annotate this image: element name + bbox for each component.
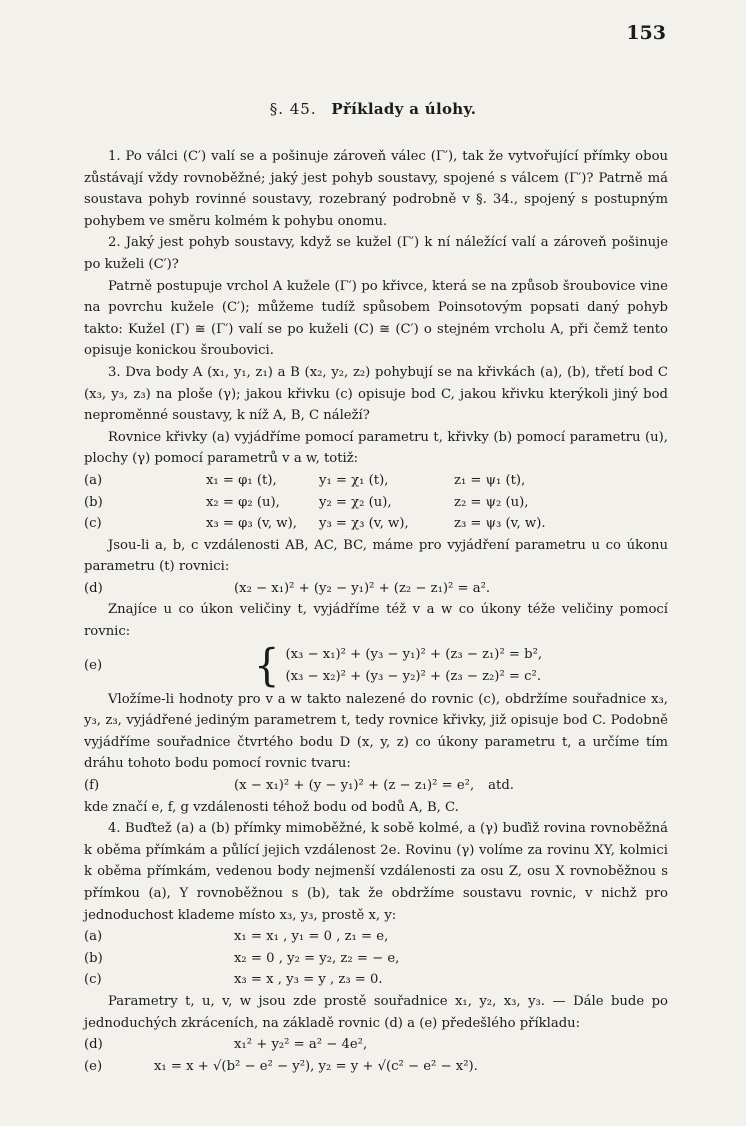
equation-part: y₃ = χ₃ (v, w), [319,516,409,532]
paragraph: kde značí e, f, g vzdálenosti téhož bodu od bodů A, B, C. [84,799,459,815]
equation-row [84,492,668,514]
equation-part: x₂ = φ₂ (u), [206,494,280,510]
equation-row [84,513,668,535]
equation-tag: (d) [84,1037,103,1053]
equation-expression: x₁ = x₁ , y₁ = 0 , z₁ = e, [234,929,389,945]
equation-part: z₃ = ψ₃ (v, w). [454,516,546,532]
paragraph: 2. Jaký jest pohyb soustavy, když se kužel (Γ′) k ní náležící valí a zároveň pošinuje po kuželi (C′)? [84,235,668,272]
equation-line: (x₃ − x₂)² + (y₃ − y₂)² + (z₃ − z₂)² = c². [285,668,542,684]
equation-tag: (a) [84,929,103,945]
equation-tag: (b) [84,494,103,510]
equation-tag: (e) [84,1058,103,1074]
equation-row [84,470,668,492]
equation-system [84,640,668,691]
equation-row [84,1056,668,1078]
equation-expression: x₁² + y₂² = a² − 4e², [234,1037,368,1053]
equation-tag: (c) [84,972,102,988]
equation-part: y₂ = χ₂ (u), [319,494,392,510]
paragraph: Jsou-li a, b, c vzdálenosti AB, AC, BC, máme pro vyjádření parametru u co úkonu parametru (t) rovnici: [84,537,668,575]
section-number: §. 45. [269,100,317,118]
equation-row [84,578,668,600]
equation-row [84,926,668,948]
paragraph: Znajíce u co úkon veličiny t, vyjádříme též v a w co úkony téže veličiny pomocí rovnic: [84,602,668,640]
equation-line: (x₃ − x₁)² + (y₃ − y₁)² + (z₃ − z₁)² = b², [285,647,543,663]
equation-tag: (a) [84,472,103,488]
page-number: 153 [626,22,666,44]
equation-expression: x₁ = x + √(b² − e² − y²), y₂ = y + √(c² − e² − x²). [154,1058,478,1074]
equation-tag: (f) [84,778,100,794]
equation-tag: (d) [84,580,103,596]
equation-part: y₁ = χ₁ (t), [319,472,389,488]
paragraph: 3. Dva body A (x₁, y₁, z₁) a B (x₂, y₂, z₂) pohybují se na křivkách (a), (b), třetí bod C (x₃, y₃, z₃) na ploše (γ); jakou křivku (c) opisuje bod C, jakou křivku kterýkoli jiný bod neproměnné soustavy, k níž A, B, C náleží? [84,364,668,424]
paragraph: Vložíme-li hodnoty pro v a w takto nalezené do rovnic (c), obdržíme souřadnice x₃, y₃, z₃, vyjádřené jediným parametrem t, tedy rovnice křivky, již opisuje bod C. Podobně vyjádříme souřadnice čtvrtého bodu D (x, y, z) co úkony parametru t, a určíme tím dráhu tohoto bodu pomocí rovnic tvaru: [84,691,668,772]
equation-expression: (x₂ − x₁)² + (y₂ − y₁)² + (z₂ − z₁)² = a². [234,580,491,596]
equation-tag: (c) [84,516,102,532]
equation-tag: (b) [84,950,103,966]
equation-expression: x₂ = 0 , y₂ = y₂, z₂ = − e, [234,950,400,966]
equation-row [84,948,668,970]
paragraph: Parametry t, u, v, w jsou zde prostě souřadnice x₁, y₂, x₃, y₃. — Dále bude po jednoduchých zkráceních, na základě rovnic (d) a (e) předešlého příkladu: [84,993,668,1031]
brace-glyph: { [254,640,280,691]
paragraph: 4. Buďtež (a) a (b) přímky mimoběžné, k sobě kolmé, a (γ) buďiž rovina rovnoběžná k oběma přímkám a půlící jejich vzdálenost 2e. Rovinu (γ) volíme za rovinu XY, kolmici k oběma přímkám, vedenou body nejmenší vzdálenosti za osu Z, osu X rovnoběžnou s přímkou (a), Y rovnoběžnou s (b), tak že obdržíme soustavu rovnic, v nichž pro jednoduchost klademe místo x₃, y₃, prostě x, y: [84,821,668,923]
equation-row [84,969,668,991]
equation-suffix: atd. [488,778,514,794]
equation-expression: x₃ = x , y₃ = y , z₃ = 0. [234,972,383,988]
equation-part: x₃ = φ₃ (v, w), [206,516,297,532]
equation-row [84,775,668,797]
page-body [84,146,668,1077]
paragraph: Rovnice křivky (a) vyjádříme pomocí parametru t, křivky (b) pomocí parametru (u), plochy (γ) pomocí parametrů v a w, totiž: [84,429,668,467]
equation-row [84,1034,668,1056]
equation-lines [285,644,542,687]
paragraph: 1. Po válci (C′) valí se a pošinuje zároveň válec (Γ′), tak že vytvořující přímky obou zůstávají vždy rovnoběžné; jaký jest pohyb soustavy, spojené s válcem (Γ′)? Patrně má soustava pohyb rovinné soustavy, rozebraný podrobně v §. 34., spojený s postupným pohybem ve směru kolmém k pohybu onomu. [84,149,668,229]
equation-part: z₁ = ψ₁ (t), [454,472,526,488]
equation-expression: (x − x₁)² + (y − y₁)² + (z − z₁)² = e², [234,778,475,794]
equation-tag: (e) [84,657,103,673]
section-title: Příklady a úlohy. [331,100,477,118]
section-heading [0,100,746,118]
equation-part: x₁ = φ₁ (t), [206,472,277,488]
equation-part: z₂ = ψ₂ (u), [454,494,529,510]
paragraph: Patrně postupuje vrchol A kužele (Γ′) po křivce, která se na způsob šroubovice vine na povrchu kužele (C′); můžeme tudíž spůsobem Poinsotovým popsati daný pohyb takto: Kužel (Γ) ≅ (Γ′) valí se po kuželi (C) ≅ (C′) o stejném vrcholu A, při čemž tento opisuje konickou šroubovici. [84,278,668,359]
